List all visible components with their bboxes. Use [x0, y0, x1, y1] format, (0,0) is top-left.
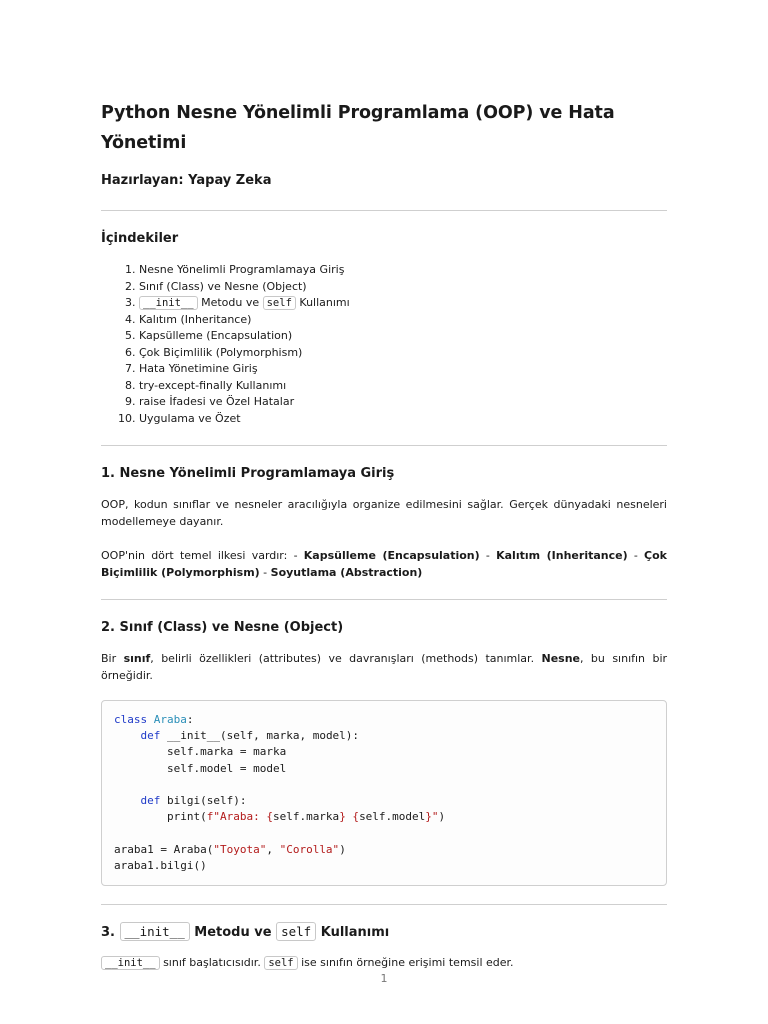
text-run: -: [479, 549, 497, 562]
text-run: Kullanımı: [320, 925, 390, 941]
bold-text: sınıf: [123, 652, 151, 665]
code-keyword: class: [114, 713, 148, 726]
code-block[interactable]: [101, 700, 667, 886]
toc-heading: İçindekiler: [101, 231, 179, 246]
code-keyword: def: [140, 729, 161, 743]
toc-item[interactable]: 10. Uygulama ve Özet: [139, 411, 667, 428]
code-class-name: Araba: [153, 713, 187, 726]
bold-text: Kalıtım (Inheritance): [496, 549, 628, 562]
text-run: , bu sınıfın bir örneğidir.: [101, 652, 668, 682]
code-text: ): [339, 842, 346, 856]
code-string: } {: [339, 810, 360, 824]
toc-item[interactable]: 6. Çok Biçimlilik (Polymorphism): [139, 345, 667, 362]
inline-code: __init__: [120, 922, 190, 941]
code-text: :: [186, 713, 194, 726]
divider: [101, 445, 667, 446]
code-text: bilgi(self):: [160, 794, 247, 808]
section-heading: 2. Sınıf (Class) ve Nesne (Object): [101, 620, 344, 635]
code-indent: [114, 729, 141, 742]
text-run: Bir: [101, 652, 124, 665]
bold-text: Soyutlama (Abstraction): [270, 565, 423, 579]
toc-item[interactable]: 1. Nesne Yönelimli Programlamaya Giriş: [139, 262, 667, 279]
inline-code: self: [276, 922, 316, 941]
inline-code: __init__: [101, 956, 160, 970]
inline-code: self: [264, 956, 297, 970]
paragraph: [101, 548, 667, 581]
toc-item-text: Kullanımı: [299, 296, 350, 309]
paragraph: [101, 955, 667, 972]
toc-list: [101, 262, 667, 427]
bold-text: Kapsülleme (Encapsulation): [303, 549, 480, 562]
toc-item[interactable]: 8. try-except-finally Kullanımı: [139, 378, 667, 395]
code-string: "Toyota": [213, 842, 267, 856]
toc-item[interactable]: [139, 295, 667, 312]
inline-code: self: [263, 296, 296, 310]
text-run: -: [259, 565, 271, 579]
text-run: sınıf başlatıcısıdır.: [159, 956, 265, 970]
author-line: Hazırlayan: Yapay Zeka: [101, 173, 272, 188]
code-indent: [114, 794, 141, 807]
code-text: ): [438, 810, 446, 824]
bold-text: Çok Biçimlilik (Polymorphism): [101, 549, 667, 579]
toc-item[interactable]: 7. Hata Yönetimine Giriş: [139, 361, 667, 378]
code-text: self.marka = marka: [114, 745, 287, 759]
code-text: self.model = model: [114, 761, 287, 775]
code-keyword: def: [140, 794, 161, 808]
paragraph: [101, 651, 667, 684]
text-run: , belirli özellikleri (attributes) ve davranışları (methods) tanımlar.: [150, 652, 542, 665]
section-heading: 1. Nesne Yönelimli Programlamaya Giriş: [101, 466, 395, 481]
page-number: 1: [380, 972, 388, 985]
divider: [101, 599, 667, 600]
toc-item-text: Metodu ve: [201, 296, 260, 309]
code-string: "Corolla": [279, 842, 340, 856]
paragraph: OOP, kodun sınıflar ve nesneler aracılığıyla organize edilmesini sağlar. Gerçek dünyadaki nesneleri modellemeye dayanır.: [101, 498, 667, 528]
code-text: ,: [266, 842, 280, 856]
code-text: self.marka: [272, 810, 340, 824]
inline-code: __init__: [139, 296, 198, 310]
toc-item[interactable]: 9. raise İfadesi ve Özel Hatalar: [139, 394, 667, 411]
toc-item[interactable]: 2. Sınıf (Class) ve Nesne (Object): [139, 279, 667, 296]
document-content: [101, 98, 667, 972]
text-run: OOP'nin dört temel ilkesi vardır: -: [101, 549, 304, 562]
toc-item[interactable]: 5. Kapsülleme (Encapsulation): [139, 328, 667, 345]
code-text: araba1 = Araba(: [114, 842, 214, 856]
text-run: -: [627, 549, 645, 562]
divider: [101, 210, 667, 211]
text-run: Metodu ve: [194, 925, 272, 941]
code-text: __init__(self, marka, model):: [160, 729, 360, 743]
code-text: self.model: [359, 810, 426, 824]
code-string: }": [425, 810, 439, 824]
text-run: ise sınıfın örneğine erişimi temsil eder.: [297, 956, 514, 970]
document-title: Python Nesne Yönelimli Programlama (OOP) ve Hata Yönetimi: [101, 103, 615, 153]
code-string: f"Araba: {: [206, 810, 273, 824]
code-text: [114, 712, 654, 874]
code-text: print(: [114, 810, 207, 824]
section-number: 3.: [101, 925, 115, 941]
section-heading: [101, 923, 667, 942]
bold-text: Nesne: [541, 652, 581, 665]
toc-item[interactable]: 4. Kalıtım (Inheritance): [139, 312, 667, 329]
code-text: araba1.bilgi(): [114, 858, 207, 872]
divider: [101, 904, 667, 905]
